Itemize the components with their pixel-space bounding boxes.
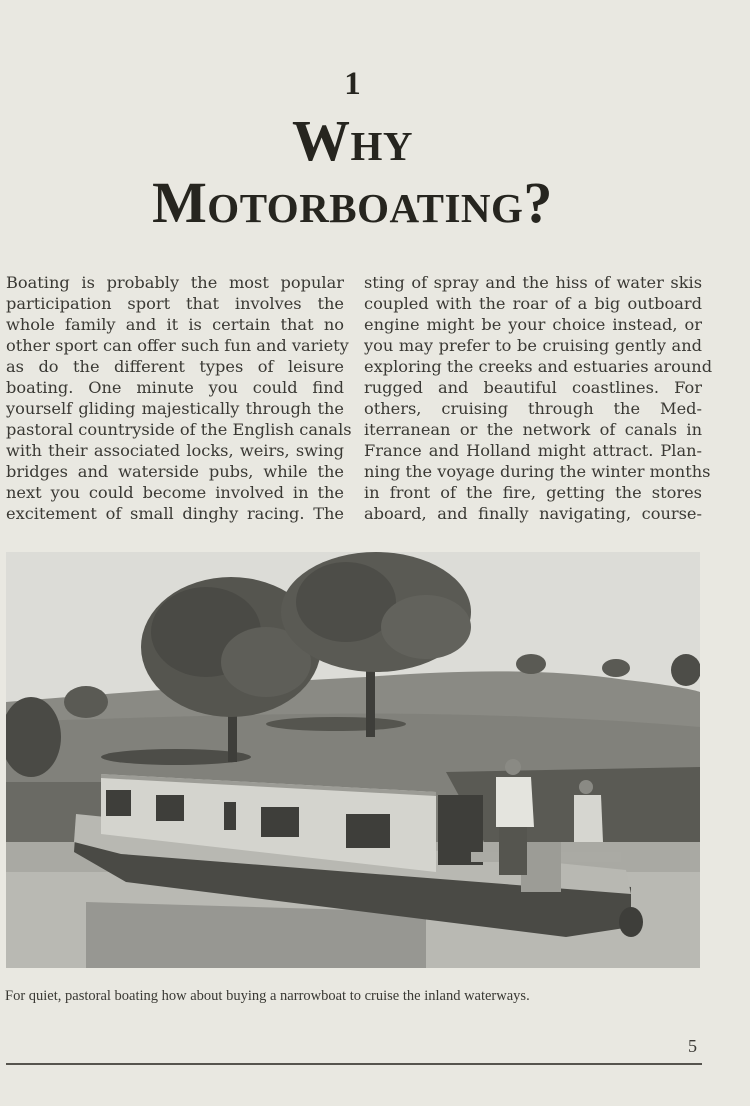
- text-line: sting of spray and the hiss of water skis: [364, 273, 702, 292]
- text-line: yourself gliding majestically through the: [6, 399, 344, 418]
- text-line: France and Holland might attract. Plan-: [364, 441, 702, 460]
- text-line: bridges and waterside pubs, while the: [6, 462, 344, 481]
- text-line: Boating is probably the most popular: [6, 273, 344, 292]
- text-line: aboard, and finally navigating, course-: [364, 504, 702, 523]
- text-line: excitement of small dinghy racing. The: [6, 504, 344, 523]
- text-line: as do the different types of leisure: [6, 357, 344, 376]
- text-line: pastoral countryside of the English canals: [6, 420, 352, 439]
- body-column-right: [364, 272, 713, 524]
- text-line: participation sport that involves the: [6, 294, 344, 313]
- footer-rule: [6, 1063, 702, 1065]
- text-line: next you could become involved in the: [6, 483, 344, 502]
- text-line: coupled with the roar of a big outboard: [364, 294, 702, 313]
- chapter-title-line-2: Motorboating?: [152, 170, 553, 235]
- text-line: exploring the creeks and estuaries around: [364, 357, 713, 376]
- figure-caption: For quiet, pastoral boating how about buying a narrowboat to cruise the inland waterways.: [5, 988, 530, 1004]
- page-number: 5: [688, 1036, 697, 1056]
- narrowboat-photo: [6, 552, 700, 968]
- chapter-number: 1: [344, 66, 361, 102]
- text-line: boating. One minute you could find: [6, 378, 344, 397]
- text-line: engine might be your choice instead, or: [364, 315, 702, 334]
- body-column-left: [6, 272, 352, 524]
- text-line: iterranean or the network of canals in: [364, 420, 702, 439]
- chapter-title-line-1: Why: [292, 108, 413, 173]
- text-line: you may prefer to be cruising gently and: [364, 336, 702, 355]
- text-line: others, cruising through the Med-: [364, 399, 702, 418]
- chapter-title: [0, 110, 705, 234]
- text-line: rugged and beautiful coastlines. For: [364, 378, 702, 397]
- text-line: ning the voyage during the winter months: [364, 462, 711, 481]
- text-line: whole family and it is certain that no: [6, 315, 344, 334]
- text-line: with their associated locks, weirs, swing: [6, 441, 344, 460]
- text-line: in front of the fire, getting the stores: [364, 483, 702, 502]
- text-line: other sport can offer such fun and variety: [6, 336, 349, 355]
